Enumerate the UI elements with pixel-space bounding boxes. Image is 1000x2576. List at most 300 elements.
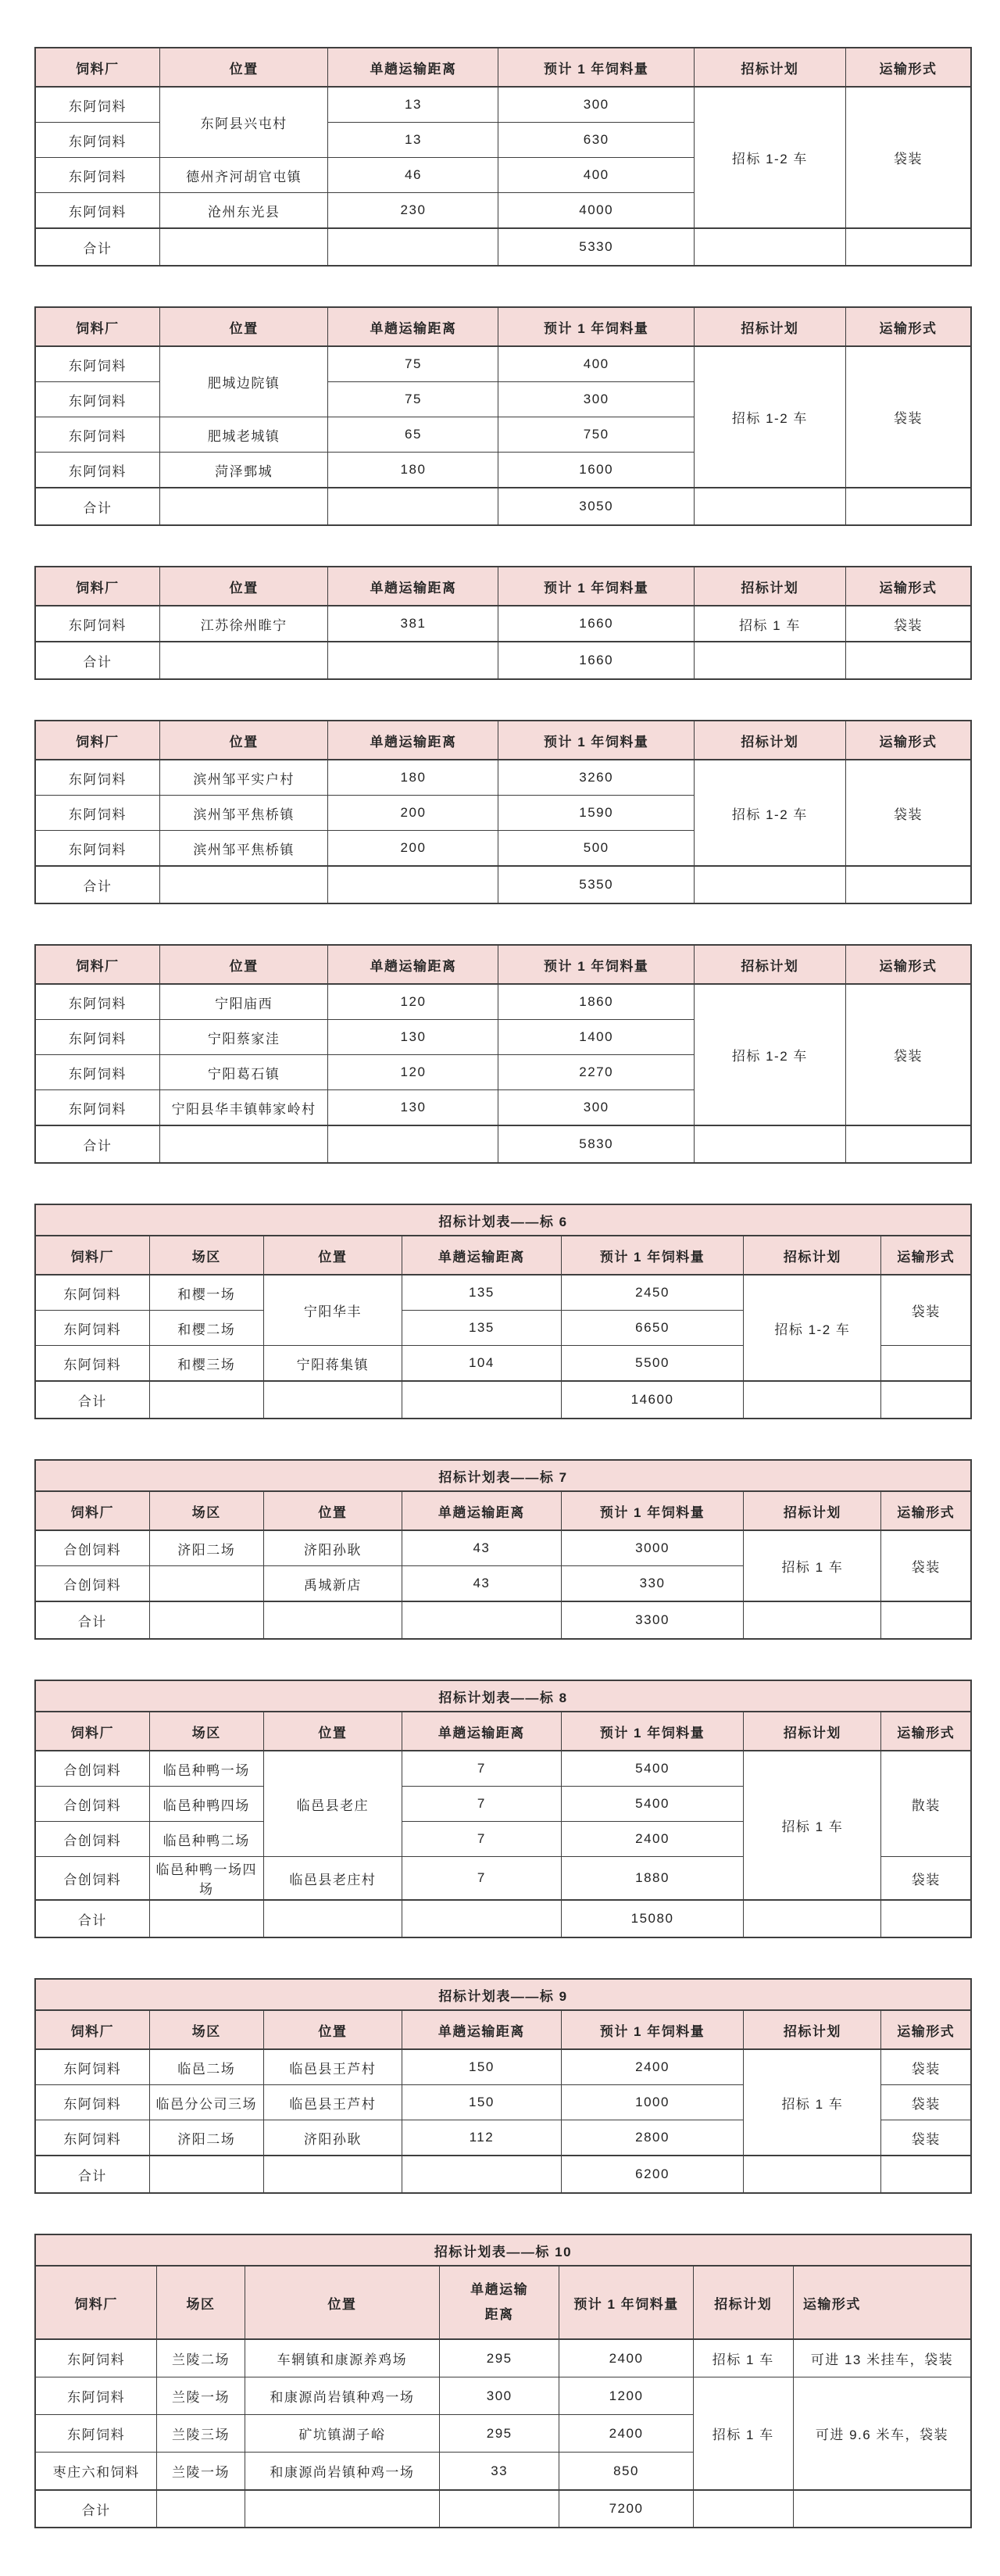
table-cell: 东阿饲料	[35, 2120, 149, 2156]
table-cell: 13	[328, 123, 498, 158]
table-cell: 5350	[498, 866, 694, 903]
column-header-row	[35, 307, 971, 346]
column-header-label: 位置	[318, 1504, 348, 1520]
column-header-label: 运输形式	[879, 320, 938, 336]
column-header-label: 位置	[318, 2023, 348, 2039]
column-header-label: 招标计划	[741, 320, 799, 336]
column-header-label: 运输形式	[879, 958, 938, 974]
table-cell: 临邑种鸭一场	[149, 1751, 263, 1787]
table-cell: 袋装	[881, 2049, 971, 2085]
table-cell: 和樱一场	[149, 1275, 263, 1311]
table-title: 招标计划表——标 9	[35, 1979, 971, 2010]
table-cell: 东阿饲料	[35, 1055, 159, 1090]
column-header-label: 运输形式	[879, 734, 938, 750]
column-header-label: 饲料厂	[76, 958, 120, 974]
table-cell: 袋装	[845, 87, 971, 228]
column-header	[881, 1491, 971, 1530]
table-cell: 295	[440, 2339, 559, 2377]
table-cell	[793, 2490, 971, 2528]
column-header-label: 预计 1 年饲料量	[543, 580, 649, 596]
table-cell: 兰陵三场	[157, 2415, 245, 2453]
column-header-label: 招标计划	[741, 958, 799, 974]
table-cell: 散装	[881, 1751, 971, 1857]
table-cell: 1200	[559, 2377, 693, 2415]
column-header	[328, 945, 498, 984]
table-cell	[744, 1381, 881, 1419]
column-header	[263, 2010, 402, 2049]
table-cell: 33	[440, 2453, 559, 2491]
column-header	[845, 48, 971, 87]
table-cell: 东阿饲料	[35, 87, 159, 123]
table-row	[35, 760, 971, 796]
table-cell: 750	[498, 417, 694, 453]
table-cell: 可进 13 米挂车，袋装	[793, 2339, 971, 2377]
table-row	[35, 1275, 971, 1311]
column-header	[559, 2266, 693, 2339]
column-header-label: 预计 1 年饲料量	[599, 2023, 705, 2039]
table-cell: 袋装	[845, 760, 971, 866]
table-cell: 宁阳葛石镇	[159, 1055, 328, 1090]
column-header	[561, 1712, 744, 1751]
table-cell: 东阿饲料	[35, 1311, 149, 1346]
table-cell: 2400	[561, 1822, 744, 1857]
table-cell	[845, 642, 971, 679]
column-header	[845, 721, 971, 760]
table-cell: 滨州邹平实户村	[159, 760, 328, 796]
table-cell: 500	[498, 831, 694, 867]
table-cell: 15080	[561, 1900, 744, 1937]
column-header-label: 位置	[318, 1249, 348, 1265]
column-header-label: 单趟运输距离	[438, 1249, 525, 1265]
table-cell: 临邑种鸭一场四场	[149, 1857, 263, 1901]
table-cell: 400	[498, 158, 694, 193]
column-header	[498, 945, 694, 984]
table-cell	[328, 642, 498, 679]
column-header-row	[35, 945, 971, 984]
table-cell: 招标 1 车	[744, 1530, 881, 1601]
table-row	[35, 2049, 971, 2085]
table-cell: 袋装	[881, 1530, 971, 1601]
column-header	[35, 1491, 149, 1530]
column-header	[149, 1491, 263, 1530]
column-header-row	[35, 48, 971, 87]
table-title-row	[35, 2234, 971, 2266]
column-header-row	[35, 1491, 971, 1530]
table-cell	[744, 1900, 881, 1937]
table-cell: 200	[328, 831, 498, 867]
table-title: 招标计划表——标 10	[35, 2234, 971, 2266]
table-cell: 7200	[559, 2490, 693, 2528]
table-cell: 东阿饲料	[35, 1275, 149, 1311]
table-cell: 6200	[561, 2156, 744, 2193]
column-header	[402, 1491, 562, 1530]
column-header-label: 位置	[229, 320, 259, 336]
table-cell: 2400	[559, 2339, 693, 2377]
table-cell: 112	[402, 2120, 562, 2156]
column-header	[694, 945, 845, 984]
table-title-row	[35, 1979, 971, 2010]
table-cell: 临邑县王芦村	[263, 2085, 402, 2120]
table-cell: 合计	[35, 2156, 149, 2193]
table-cell: 宁阳华丰	[263, 1275, 402, 1346]
table-cell: 合计	[35, 488, 159, 525]
table-cell	[149, 2156, 263, 2193]
table-cell: 7	[402, 1822, 562, 1857]
column-header-label: 运输形式	[897, 2023, 955, 2039]
column-header-row	[35, 1236, 971, 1275]
table-cell	[149, 1381, 263, 1419]
table-cell	[263, 1601, 402, 1639]
table-cell: 宁阳蔡家洼	[159, 1020, 328, 1055]
table-cell: 7	[402, 1857, 562, 1901]
total-row	[35, 1900, 971, 1937]
column-header-label: 招标计划	[783, 1725, 841, 1741]
table-cell: 临邑县老庄村	[263, 1857, 402, 1901]
table-cell: 东阿县兴屯村	[159, 87, 328, 158]
bid-table-9	[34, 1978, 972, 2194]
column-header-label: 饲料厂	[74, 2296, 118, 2312]
column-header	[149, 1236, 263, 1275]
total-row	[35, 2490, 971, 2528]
table-cell: 临邑分公司三场	[149, 2085, 263, 2120]
table-cell	[845, 488, 971, 525]
table-cell: 65	[328, 417, 498, 453]
column-header	[35, 307, 159, 346]
table-cell: 180	[328, 760, 498, 796]
table-cell	[845, 1125, 971, 1163]
table-cell: 东阿饲料	[35, 760, 159, 796]
column-header-label: 招标计划	[783, 1504, 841, 1520]
table-cell: 袋装	[881, 1275, 971, 1346]
table-title: 招标计划表——标 6	[35, 1204, 971, 1236]
column-header	[744, 1236, 881, 1275]
table-cell	[159, 488, 328, 525]
column-header-label: 单趟运输距离	[438, 1725, 525, 1741]
table-cell: 295	[440, 2415, 559, 2453]
table-cell: 和康源尚岩镇种鸡一场	[245, 2377, 439, 2415]
column-header-row	[35, 2010, 971, 2049]
column-header-label: 饲料厂	[70, 1504, 115, 1520]
table-cell: 1600	[498, 453, 694, 488]
table-cell: 济阳二场	[149, 1530, 263, 1566]
column-header-label: 预计 1 年饲料量	[599, 1249, 705, 1265]
table-title: 招标计划表——标 8	[35, 1680, 971, 1712]
table-cell: 合计	[35, 1601, 149, 1639]
table-cell	[159, 866, 328, 903]
table-cell: 1000	[561, 2085, 744, 2120]
column-header-label: 饲料厂	[70, 1249, 115, 1265]
column-header-label: 单趟运输距离	[438, 2023, 525, 2039]
table-cell: 招标 1-2 车	[694, 346, 845, 488]
column-header-label: 运输形式	[897, 1504, 955, 1520]
table-cell: 合计	[35, 1381, 149, 1419]
column-header	[561, 1236, 744, 1275]
table-cell: 200	[328, 796, 498, 831]
table-cell: 300	[498, 382, 694, 417]
column-header-label: 饲料厂	[70, 2023, 115, 2039]
tables-root	[34, 47, 972, 2528]
column-header	[744, 1712, 881, 1751]
column-header	[35, 1236, 149, 1275]
table-cell: 120	[328, 1055, 498, 1090]
table-cell: 临邑种鸭二场	[149, 1822, 263, 1857]
table-cell	[328, 488, 498, 525]
table-cell: 招标 1-2 车	[694, 984, 845, 1125]
table-cell: 630	[498, 123, 694, 158]
table-cell: 合创饲料	[35, 1857, 149, 1901]
column-header	[793, 2266, 971, 2339]
table-cell: 5830	[498, 1125, 694, 1163]
table-cell: 3050	[498, 488, 694, 525]
column-header-label: 运输形式	[879, 580, 938, 596]
column-header-label: 饲料厂	[70, 1725, 115, 1741]
column-header	[498, 48, 694, 87]
column-header-label: 位置	[327, 2296, 357, 2312]
table-cell: 济阳孙耿	[263, 1530, 402, 1566]
table-cell	[744, 1601, 881, 1639]
table-cell: 兰陵二场	[157, 2339, 245, 2377]
column-header	[157, 2266, 245, 2339]
total-row	[35, 228, 971, 266]
table-cell: 合创饲料	[35, 1787, 149, 1822]
column-header-label: 招标计划	[783, 1249, 841, 1265]
column-header	[149, 2010, 263, 2049]
table-cell: 东阿饲料	[35, 796, 159, 831]
table-cell: 1590	[498, 796, 694, 831]
table-cell: 5400	[561, 1751, 744, 1787]
table-cell: 济阳二场	[149, 2120, 263, 2156]
column-header-label: 招标计划	[741, 61, 799, 77]
column-header	[263, 1712, 402, 1751]
total-row	[35, 1601, 971, 1639]
table-cell	[159, 228, 328, 266]
table-cell: 招标 1 车	[694, 606, 845, 642]
table-cell: 5400	[561, 1787, 744, 1822]
table-cell	[402, 1601, 562, 1639]
table-cell	[694, 1125, 845, 1163]
table-cell: 宁阳庙西	[159, 984, 328, 1020]
column-header-label: 预计 1 年饲料量	[599, 1725, 705, 1741]
table-cell: 3260	[498, 760, 694, 796]
column-header-label: 单趟运输距离	[470, 2281, 529, 2322]
table-cell: 2800	[561, 2120, 744, 2156]
table-cell: 德州齐河胡官屯镇	[159, 158, 328, 193]
table-cell: 临邑县老庄	[263, 1751, 402, 1857]
table-row	[35, 984, 971, 1020]
table-title-row	[35, 1460, 971, 1491]
table-cell	[694, 866, 845, 903]
table-cell: 东阿饲料	[35, 1346, 149, 1382]
column-header-label: 场区	[191, 1249, 221, 1265]
table-cell: 13	[328, 87, 498, 123]
table-cell: 和樱二场	[149, 1311, 263, 1346]
table-cell: 合创饲料	[35, 1566, 149, 1602]
column-header	[159, 567, 328, 606]
column-header-label: 预计 1 年饲料量	[543, 320, 649, 336]
column-header	[845, 567, 971, 606]
column-header	[845, 945, 971, 984]
table-cell: 袋装	[845, 346, 971, 488]
column-header-label: 位置	[229, 580, 259, 596]
table-cell: 东阿饲料	[35, 382, 159, 417]
column-header-label: 运输形式	[897, 1725, 955, 1741]
table-cell: 临邑县王芦村	[263, 2049, 402, 2085]
table-cell: 车辋镇和康源养鸡场	[245, 2339, 439, 2377]
column-header	[845, 307, 971, 346]
table-cell: 东阿饲料	[35, 193, 159, 229]
table-cell: 合计	[35, 866, 159, 903]
column-header	[35, 48, 159, 87]
total-row	[35, 2156, 971, 2193]
table-cell: 合创饲料	[35, 1751, 149, 1787]
table-cell: 兰陵一场	[157, 2453, 245, 2491]
table-cell: 合计	[35, 228, 159, 266]
table-title-row	[35, 1204, 971, 1236]
table-cell: 135	[402, 1311, 562, 1346]
column-header	[159, 721, 328, 760]
table-cell: 合计	[35, 2490, 157, 2528]
table-cell: 招标 1-2 车	[694, 760, 845, 866]
table-cell: 袋装	[881, 1857, 971, 1901]
bid-table-8	[34, 1680, 972, 1938]
column-header-label: 位置	[318, 1725, 348, 1741]
table-cell	[881, 1346, 971, 1382]
table-cell: 招标 1 车	[693, 2339, 793, 2377]
table-cell: 宁阳蒋集镇	[263, 1346, 402, 1382]
table-cell: 2270	[498, 1055, 694, 1090]
column-header-label: 位置	[229, 61, 259, 77]
column-header	[245, 2266, 439, 2339]
table-cell	[744, 2156, 881, 2193]
table-cell: 滨州邹平焦桥镇	[159, 831, 328, 867]
column-header-label: 场区	[186, 2296, 216, 2312]
column-header-label: 预计 1 年饲料量	[573, 2296, 679, 2312]
column-header	[149, 1712, 263, 1751]
column-header	[694, 721, 845, 760]
table-cell: 230	[328, 193, 498, 229]
column-header-label: 预计 1 年饲料量	[543, 61, 649, 77]
table-cell: 东阿饲料	[35, 2339, 157, 2377]
total-row	[35, 488, 971, 525]
column-header-label: 场区	[191, 1504, 221, 1520]
table-cell	[845, 228, 971, 266]
table-cell: 临邑种鸭四场	[149, 1787, 263, 1822]
bid-table-1	[34, 47, 972, 267]
table-cell: 沧州东光县	[159, 193, 328, 229]
table-cell: 400	[498, 346, 694, 382]
table-cell: 招标 1 车	[744, 1751, 881, 1900]
column-header	[328, 48, 498, 87]
bid-table-4	[34, 720, 972, 904]
table-cell	[881, 2156, 971, 2193]
table-cell: 1400	[498, 1020, 694, 1055]
table-cell	[402, 1900, 562, 1937]
table-cell: 可进 9.6 米车，袋装	[793, 2377, 971, 2491]
column-header-label: 单趟运输距离	[370, 61, 457, 77]
column-header	[694, 307, 845, 346]
table-cell: 临邑二场	[149, 2049, 263, 2085]
column-header-row	[35, 721, 971, 760]
table-cell: 46	[328, 158, 498, 193]
table-cell: 合计	[35, 1900, 149, 1937]
table-cell: 合创饲料	[35, 1530, 149, 1566]
table-cell: 东阿饲料	[35, 606, 159, 642]
table-row	[35, 87, 971, 123]
column-header-label: 单趟运输距离	[438, 1504, 525, 1520]
column-header-label: 单趟运输距离	[370, 734, 457, 750]
column-header	[328, 721, 498, 760]
table-cell	[149, 1566, 263, 1602]
column-header-row	[35, 1712, 971, 1751]
table-cell	[693, 2490, 793, 2528]
table-cell: 43	[402, 1566, 562, 1602]
total-row	[35, 1381, 971, 1419]
table-cell	[149, 1601, 263, 1639]
table-cell: 2450	[561, 1275, 744, 1311]
table-cell: 6650	[561, 1311, 744, 1346]
table-cell	[881, 1601, 971, 1639]
table-cell: 7	[402, 1751, 562, 1787]
table-cell: 75	[328, 346, 498, 382]
table-cell: 120	[328, 984, 498, 1020]
column-header-label: 单趟运输距离	[370, 958, 457, 974]
bid-table-5	[34, 944, 972, 1164]
column-header	[35, 1712, 149, 1751]
column-header	[328, 567, 498, 606]
column-header	[328, 307, 498, 346]
table-cell: 东阿饲料	[35, 417, 159, 453]
table-cell: 招标 1-2 车	[744, 1275, 881, 1381]
column-header-row	[35, 567, 971, 606]
table-cell: 5500	[561, 1346, 744, 1382]
table-cell: 招标 1-2 车	[694, 87, 845, 228]
column-header	[402, 2010, 562, 2049]
table-cell: 4000	[498, 193, 694, 229]
column-header-label: 运输形式	[802, 2296, 861, 2312]
table-cell: 济阳孙耿	[263, 2120, 402, 2156]
total-row	[35, 866, 971, 903]
column-header-label: 位置	[229, 958, 259, 974]
table-cell: 袋装	[845, 984, 971, 1125]
table-cell: 招标 1 车	[744, 2049, 881, 2156]
column-header	[402, 1236, 562, 1275]
table-cell	[159, 642, 328, 679]
table-cell: 菏泽鄄城	[159, 453, 328, 488]
bid-table-2	[34, 306, 972, 526]
column-header	[498, 307, 694, 346]
bid-table-3	[34, 566, 972, 680]
column-header	[402, 1712, 562, 1751]
table-row	[35, 1530, 971, 1566]
total-row	[35, 1125, 971, 1163]
column-header	[35, 567, 159, 606]
table-cell: 东阿饲料	[35, 453, 159, 488]
table-cell	[694, 488, 845, 525]
table-cell: 1880	[561, 1857, 744, 1901]
table-cell: 肥城老城镇	[159, 417, 328, 453]
column-header	[744, 1491, 881, 1530]
table-cell	[694, 642, 845, 679]
column-header	[693, 2266, 793, 2339]
table-cell	[328, 1125, 498, 1163]
table-row	[35, 606, 971, 642]
column-header-label: 预计 1 年饲料量	[543, 734, 649, 750]
table-cell	[328, 228, 498, 266]
column-header-label: 饲料厂	[76, 320, 120, 336]
column-header-label: 位置	[229, 734, 259, 750]
column-header	[35, 721, 159, 760]
table-cell	[845, 866, 971, 903]
